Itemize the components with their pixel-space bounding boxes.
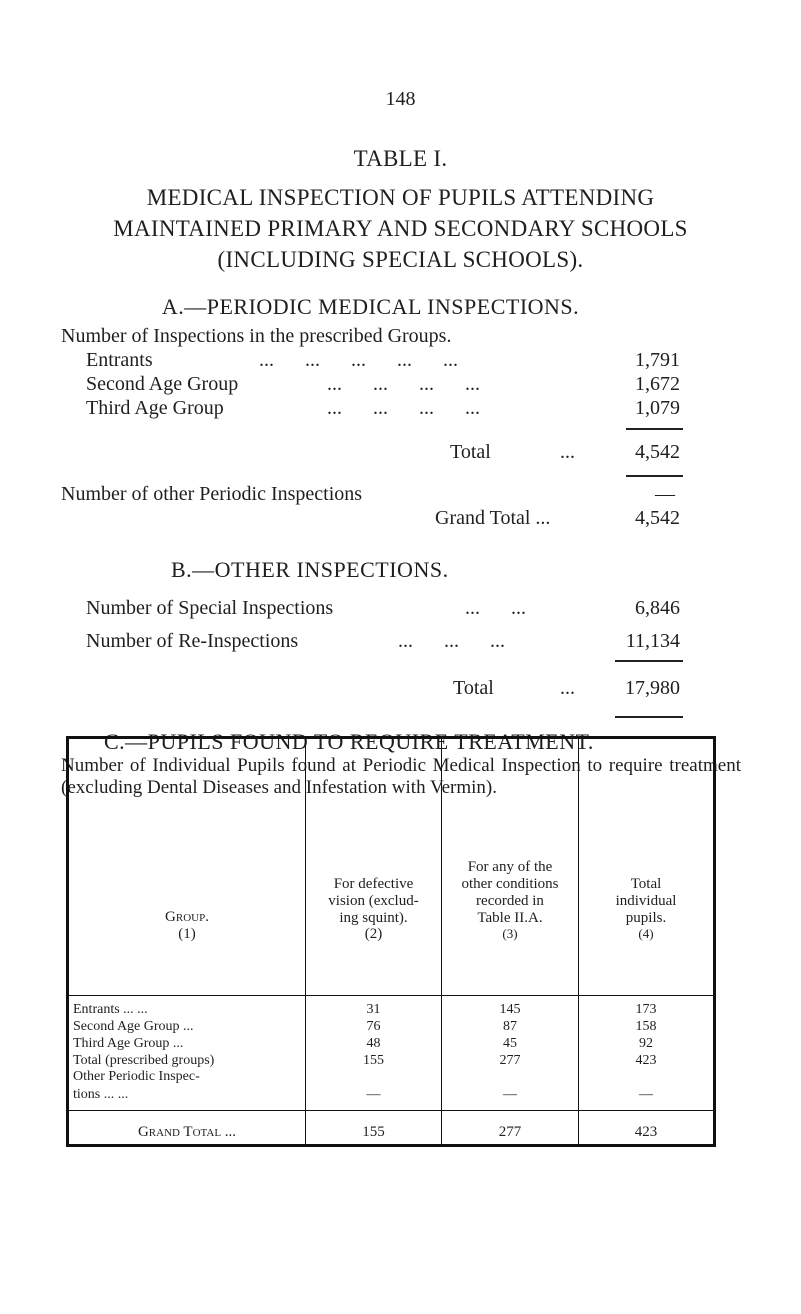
- grand-total-label: Grand Total ...: [435, 507, 551, 529]
- section-a-total-value: 4,542: [635, 441, 680, 463]
- row-total-c4: 423: [635, 1053, 657, 1068]
- subtotal-rule-a-bottom: [626, 475, 683, 477]
- grand-total-value: 4,542: [635, 507, 680, 529]
- header-col4-num: (4): [638, 926, 654, 941]
- header-col3-line4: Table II.A.: [477, 910, 543, 926]
- row-second-group: Second Age Group ...: [73, 1019, 194, 1034]
- section-c-title: C.—PUPILS FOUND TO REQUIRE TREATMENT.: [104, 729, 594, 754]
- special-inspections-label: Number of Special Inspections: [86, 597, 334, 619]
- header-col3-line1: For any of the: [467, 859, 553, 875]
- second-age-value: 1,672: [635, 373, 680, 395]
- header-col2-num: (2): [364, 926, 383, 942]
- row-total-c3: 277: [499, 1053, 521, 1068]
- section-c-paragraph: Number of Individual Pupils found at Periodic Medical Inspection to require treatment (excluding Dental Diseases and Infestation with Vermin).: [61, 755, 741, 798]
- row-third-group: Third Age Group ...: [73, 1036, 184, 1051]
- section-a-total-dots: ...: [560, 441, 575, 463]
- row-entrants-group: Entrants ... ...: [73, 1002, 148, 1017]
- section-a-subtitle: Number of Inspections in the prescribed Groups.: [61, 325, 452, 347]
- row-entrants-c4: 173: [635, 1002, 657, 1017]
- header-col3-line3: recorded in: [476, 893, 544, 909]
- grand-total-row-c4: 423: [634, 1124, 658, 1140]
- third-age-dots: ... ... ... ...: [327, 397, 480, 419]
- grand-total-rule: [66, 1110, 716, 1111]
- row-other-c2: —: [366, 1087, 381, 1102]
- table-bottom-border: [66, 1144, 716, 1147]
- second-age-dots: ... ... ... ...: [327, 373, 480, 395]
- table-title: TABLE I.: [353, 146, 448, 171]
- header-col4-line3: pupils.: [625, 910, 667, 926]
- row-other-c3: —: [503, 1087, 517, 1102]
- header-col4-line1: Total: [630, 876, 662, 892]
- row-other-group: Other Periodic Inspec-: [73, 1069, 200, 1084]
- row-third-c3: 45: [503, 1036, 517, 1051]
- table-top-border: [66, 736, 716, 739]
- col-sep-2: [441, 738, 442, 1145]
- section-b-total-value: 17,980: [625, 677, 680, 699]
- subtotal-rule-a-top: [626, 428, 683, 430]
- second-age-label: Second Age Group: [86, 373, 239, 395]
- heading-line-1: MEDICAL INSPECTION OF PUPILS ATTENDING: [146, 185, 655, 210]
- header-col2-line2: vision (exclud-: [328, 893, 419, 909]
- subtotal-rule-b-bottom: [615, 716, 683, 718]
- header-col2-line3: ing squint).: [339, 910, 408, 926]
- header-group-num: (1): [178, 926, 196, 942]
- third-age-label: Third Age Group: [86, 397, 224, 419]
- re-inspections-value: 11,134: [625, 630, 680, 652]
- special-inspections-dots: ... ...: [465, 597, 526, 619]
- other-periodic-value: —: [655, 483, 675, 505]
- row-second-c4: 158: [635, 1019, 657, 1034]
- row-other-group-2: tions ... ...: [73, 1087, 129, 1102]
- header-group: Group.: [165, 909, 209, 925]
- section-b-total-label: Total: [453, 677, 494, 699]
- entrants-value: 1,791: [635, 349, 680, 371]
- header-rule: [66, 995, 716, 996]
- row-total-group: Total (prescribed groups): [73, 1053, 215, 1068]
- col-sep-3: [578, 738, 579, 1145]
- re-inspections-label: Number of Re-Inspections: [86, 630, 299, 652]
- row-entrants-c3: 145: [499, 1002, 521, 1017]
- re-inspections-dots: ... ... ...: [398, 630, 505, 652]
- grand-total-row-c3: 277: [498, 1124, 522, 1140]
- header-col4-line2: individual: [615, 893, 677, 909]
- header-col2-line1: For defective: [333, 876, 414, 892]
- entrants-label: Entrants: [86, 349, 153, 371]
- row-second-c3: 87: [503, 1019, 517, 1034]
- section-a-title: A.—PERIODIC MEDICAL INSPECTIONS.: [161, 294, 580, 319]
- other-periodic-label: Number of other Periodic Inspections: [61, 483, 363, 505]
- heading-line-3: (INCLUDING SPECIAL SCHOOLS).: [217, 247, 584, 272]
- section-a-total-label: Total: [450, 441, 491, 463]
- grand-total-row-group: Grand Total ...: [137, 1124, 237, 1140]
- row-other-c4: —: [639, 1087, 653, 1102]
- heading-line-2: MAINTAINED PRIMARY AND SECONDARY SCHOOLS: [113, 216, 688, 241]
- subtotal-rule-b-top: [615, 660, 683, 662]
- third-age-value: 1,079: [635, 397, 680, 419]
- page-number: 148: [385, 88, 416, 110]
- header-col3-line2: other conditions: [461, 876, 559, 892]
- row-second-c2: 76: [366, 1019, 381, 1034]
- row-third-c4: 92: [639, 1036, 653, 1051]
- row-third-c2: 48: [366, 1036, 381, 1051]
- special-inspections-value: 6,846: [635, 597, 680, 619]
- grand-total-row-c2: 155: [362, 1124, 385, 1140]
- header-col3-num: (3): [502, 926, 518, 941]
- row-total-c2: 155: [363, 1053, 384, 1068]
- section-b-total-dots: ...: [560, 677, 575, 699]
- section-b-title: B.—OTHER INSPECTIONS.: [171, 557, 449, 582]
- row-entrants-c2: 31: [366, 1002, 381, 1017]
- entrants-dots: ... ... ... ... ...: [259, 349, 458, 371]
- table-right-border: [713, 736, 716, 1147]
